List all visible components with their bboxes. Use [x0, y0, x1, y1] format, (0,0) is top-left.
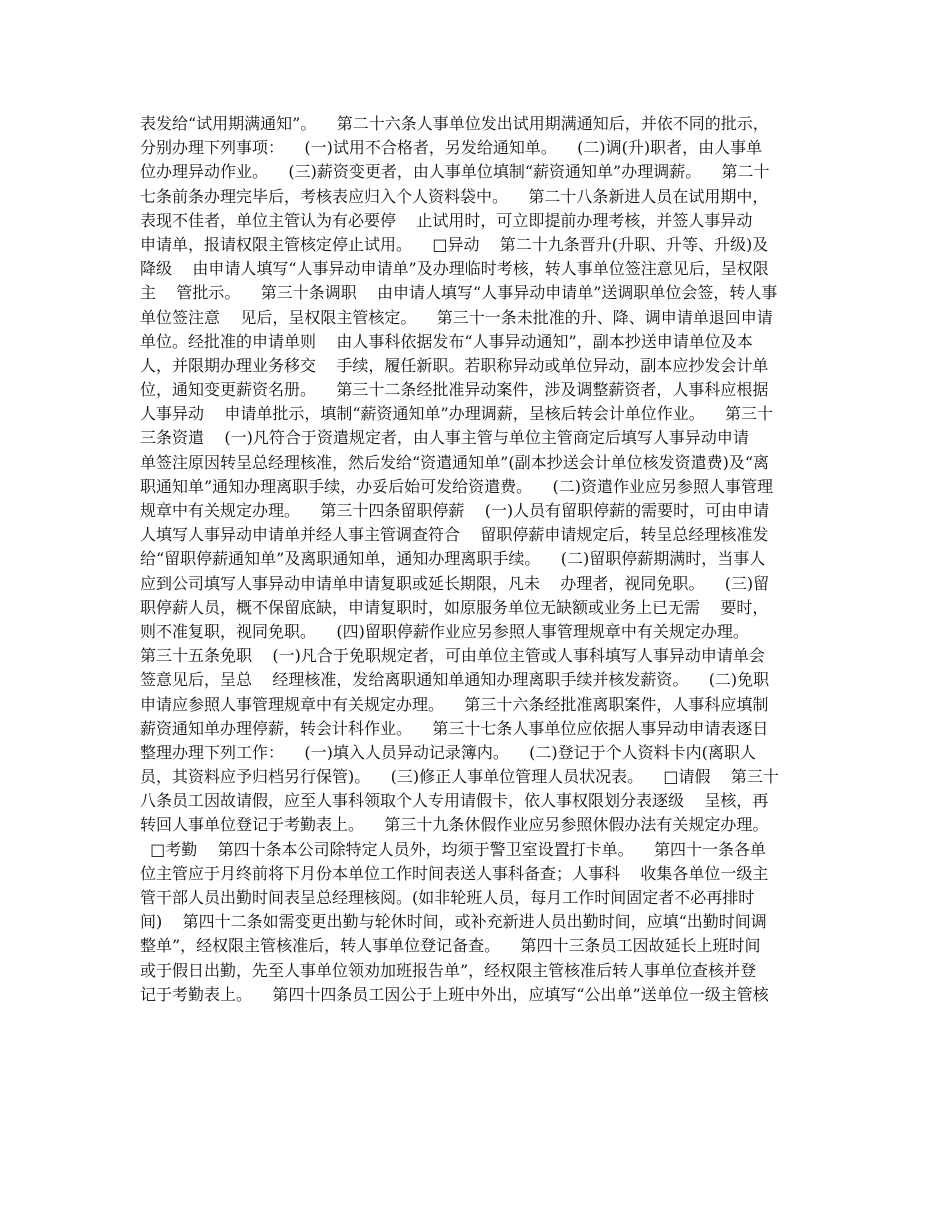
text-line: 八条员工因故请假，应至人事科领取个人专用请假卡，依人事权限划分表逐级 呈核，再: [140, 791, 769, 811]
text-line: 规章中有关规定办理。 第三十四条留职停薪 (一)人员有留职停薪的需要时，可由申请: [140, 501, 770, 520]
text-line: 或于假日出勤，先至人事单位领劝加班报告单”，经权限主管核准后转人事单位查核并登: [140, 960, 757, 980]
text-line: 单位签注意 见后，呈权限主管核定。 第三十一条未批准的升、降、调申请单退回申请: [140, 307, 773, 327]
text-line: 整单”，经权限主管核准后，转人事单位登记备查。 第四十三条员工因故延长上班时间: [140, 936, 761, 956]
text-line: 主 管批示。 第三十条调职 由申请人填写“人事异动申请单”送调职单位会签，转人事: [140, 283, 778, 303]
text-line: 薪资通知单办理停薪，转会计科作业。 第三十七条人事单位应依据人事异动申请表逐日: [140, 718, 769, 738]
text-line: 签意见后，呈总 经理核准，发给离职通知单通知办理离职手续并核发薪资。 (二)免职: [140, 670, 770, 690]
text-line: 间) 第四十二条如需变更出勤与轮休时间，或补充新进人员出勤时间，应填“出勤时间调: [140, 912, 767, 932]
text-line: 人，并限期办理业务移交 手续，履任新职。若职称异动或单位异动，副本应抄发会计单: [140, 355, 769, 375]
text-line: 表发给“试用期满通知”。 第二十六条人事单位发出试用期满通知后，并依不同的批示，: [140, 114, 769, 133]
text-line: 七条前条办理完毕后，考核表应归入个人资料袋中。 第二十八条新进人员在试用期中，: [140, 186, 769, 206]
text-line: 单签注原因转呈总经理核准，然后发给“资遣通知单”(副本抄送会计单位核发资遣费)及“离: [140, 452, 770, 472]
text-line: □考勤 第四十条本公司除特定人员外，均须于警卫室设置打卡单。 第四十一条各单: [140, 839, 766, 859]
text-line: 人事异动 申请单批示，填制“薪资通知单”办理调薪，呈核后转会计单位作业。 第三十: [140, 404, 774, 424]
text-line: 申请应参照人事管理规章中有关规定办理。 第三十六条经批准离职案件，人事科应填制: [140, 694, 769, 714]
text-line: 人填写人事异动申请单并经人事主管调查符合 留职停薪申请规定后，转呈总经理核准发: [140, 525, 769, 545]
text-line: 单位。经批准的申请单则 由人事科依据发布“人事异动通知”，副本抄送申请单位及本: [140, 331, 753, 351]
text-line: 给“留职停薪通知单”及离职通知单，通知办理离职手续。 (二)留职停薪期满时，当事人: [140, 549, 766, 569]
text-line: 管干部人员出勤时间表呈总经理核阅。(如非轮班人员，每月工作时间固定者不必再排时: [140, 888, 755, 907]
text-line: 应到公司填写人事异动申请单申请复职或延长期限，凡未 办理者，视同免职。 (三)留: [140, 573, 770, 593]
text-line: 员，其资料应予归档另行保管)。 (三)修正人事单位管理人员状况表。 □请假 第三十: [140, 767, 779, 787]
text-line: 则不准复职，视同免职。 (四)留职停薪作业应另参照人事管理规章中有关规定办理。: [140, 621, 749, 641]
text-line: 职通知单”通知办理离职手续，办妥后始可发给资遣费。 (二)资遣作业应另参照人事管理: [140, 476, 774, 496]
text-line: 整理办理下列工作： (一)填入人员异动记录簿内。 (二)登记于个人资料卡内(离职人: [140, 742, 756, 762]
text-line: 申请单，报请权限主管核定停止试用。 □异动 第二十九条晋升(升职、升等、升级)及: [140, 234, 769, 254]
document-body: [140, 112, 820, 1007]
text-line: 转回人事单位登记于考勤表上。 第三十九条休假作业应另参照休假办法有关规定办理。: [140, 815, 769, 835]
text-line: 表现不佳者，单位主管认为有必要停 止试用时，可立即提前办理考核，并签人事异动: [140, 210, 753, 230]
text-line: 分别办理下列事项： (一)试用不合格者，另发给通知单。 (二)调(升)职者，由人事单: [140, 138, 763, 158]
text-line: 三条资遣 (一)凡符合于资遣规定者，由人事主管与单位主管商定后填写人事异动申请: [140, 428, 749, 448]
text-line: 位，通知变更薪资名册。 第三十二条经批准异动案件，涉及调整薪资者，人事科应根据: [140, 380, 769, 400]
text-line: 记于考勤表上。 第四十四条员工因公于上班中外出，应填写“公出单”送单位一级主管核: [140, 984, 769, 1004]
text-line: 第三十五条免职 (一)凡合于免职规定者，可由单位主管或人事科填写人事异动申请单会: [140, 646, 765, 666]
text-line: 位主管应于月终前将下月份本单位工作时间表送人事科备查；人事科 收集各单位一级主: [140, 863, 769, 883]
text-line: 职停薪人员，概不保留底缺，申请复职时，如原服务单位无缺额或业务上已无需 要时，: [140, 597, 769, 617]
text-line: 位办理异动作业。 (三)薪资变更者，由人事单位填制“薪资通知单”办理调薪。 第二十: [140, 162, 770, 182]
text-line: 降级 由申请人填写“人事异动申请单”及办理临时考核，转人事单位签注意见后，呈权限: [140, 259, 769, 279]
